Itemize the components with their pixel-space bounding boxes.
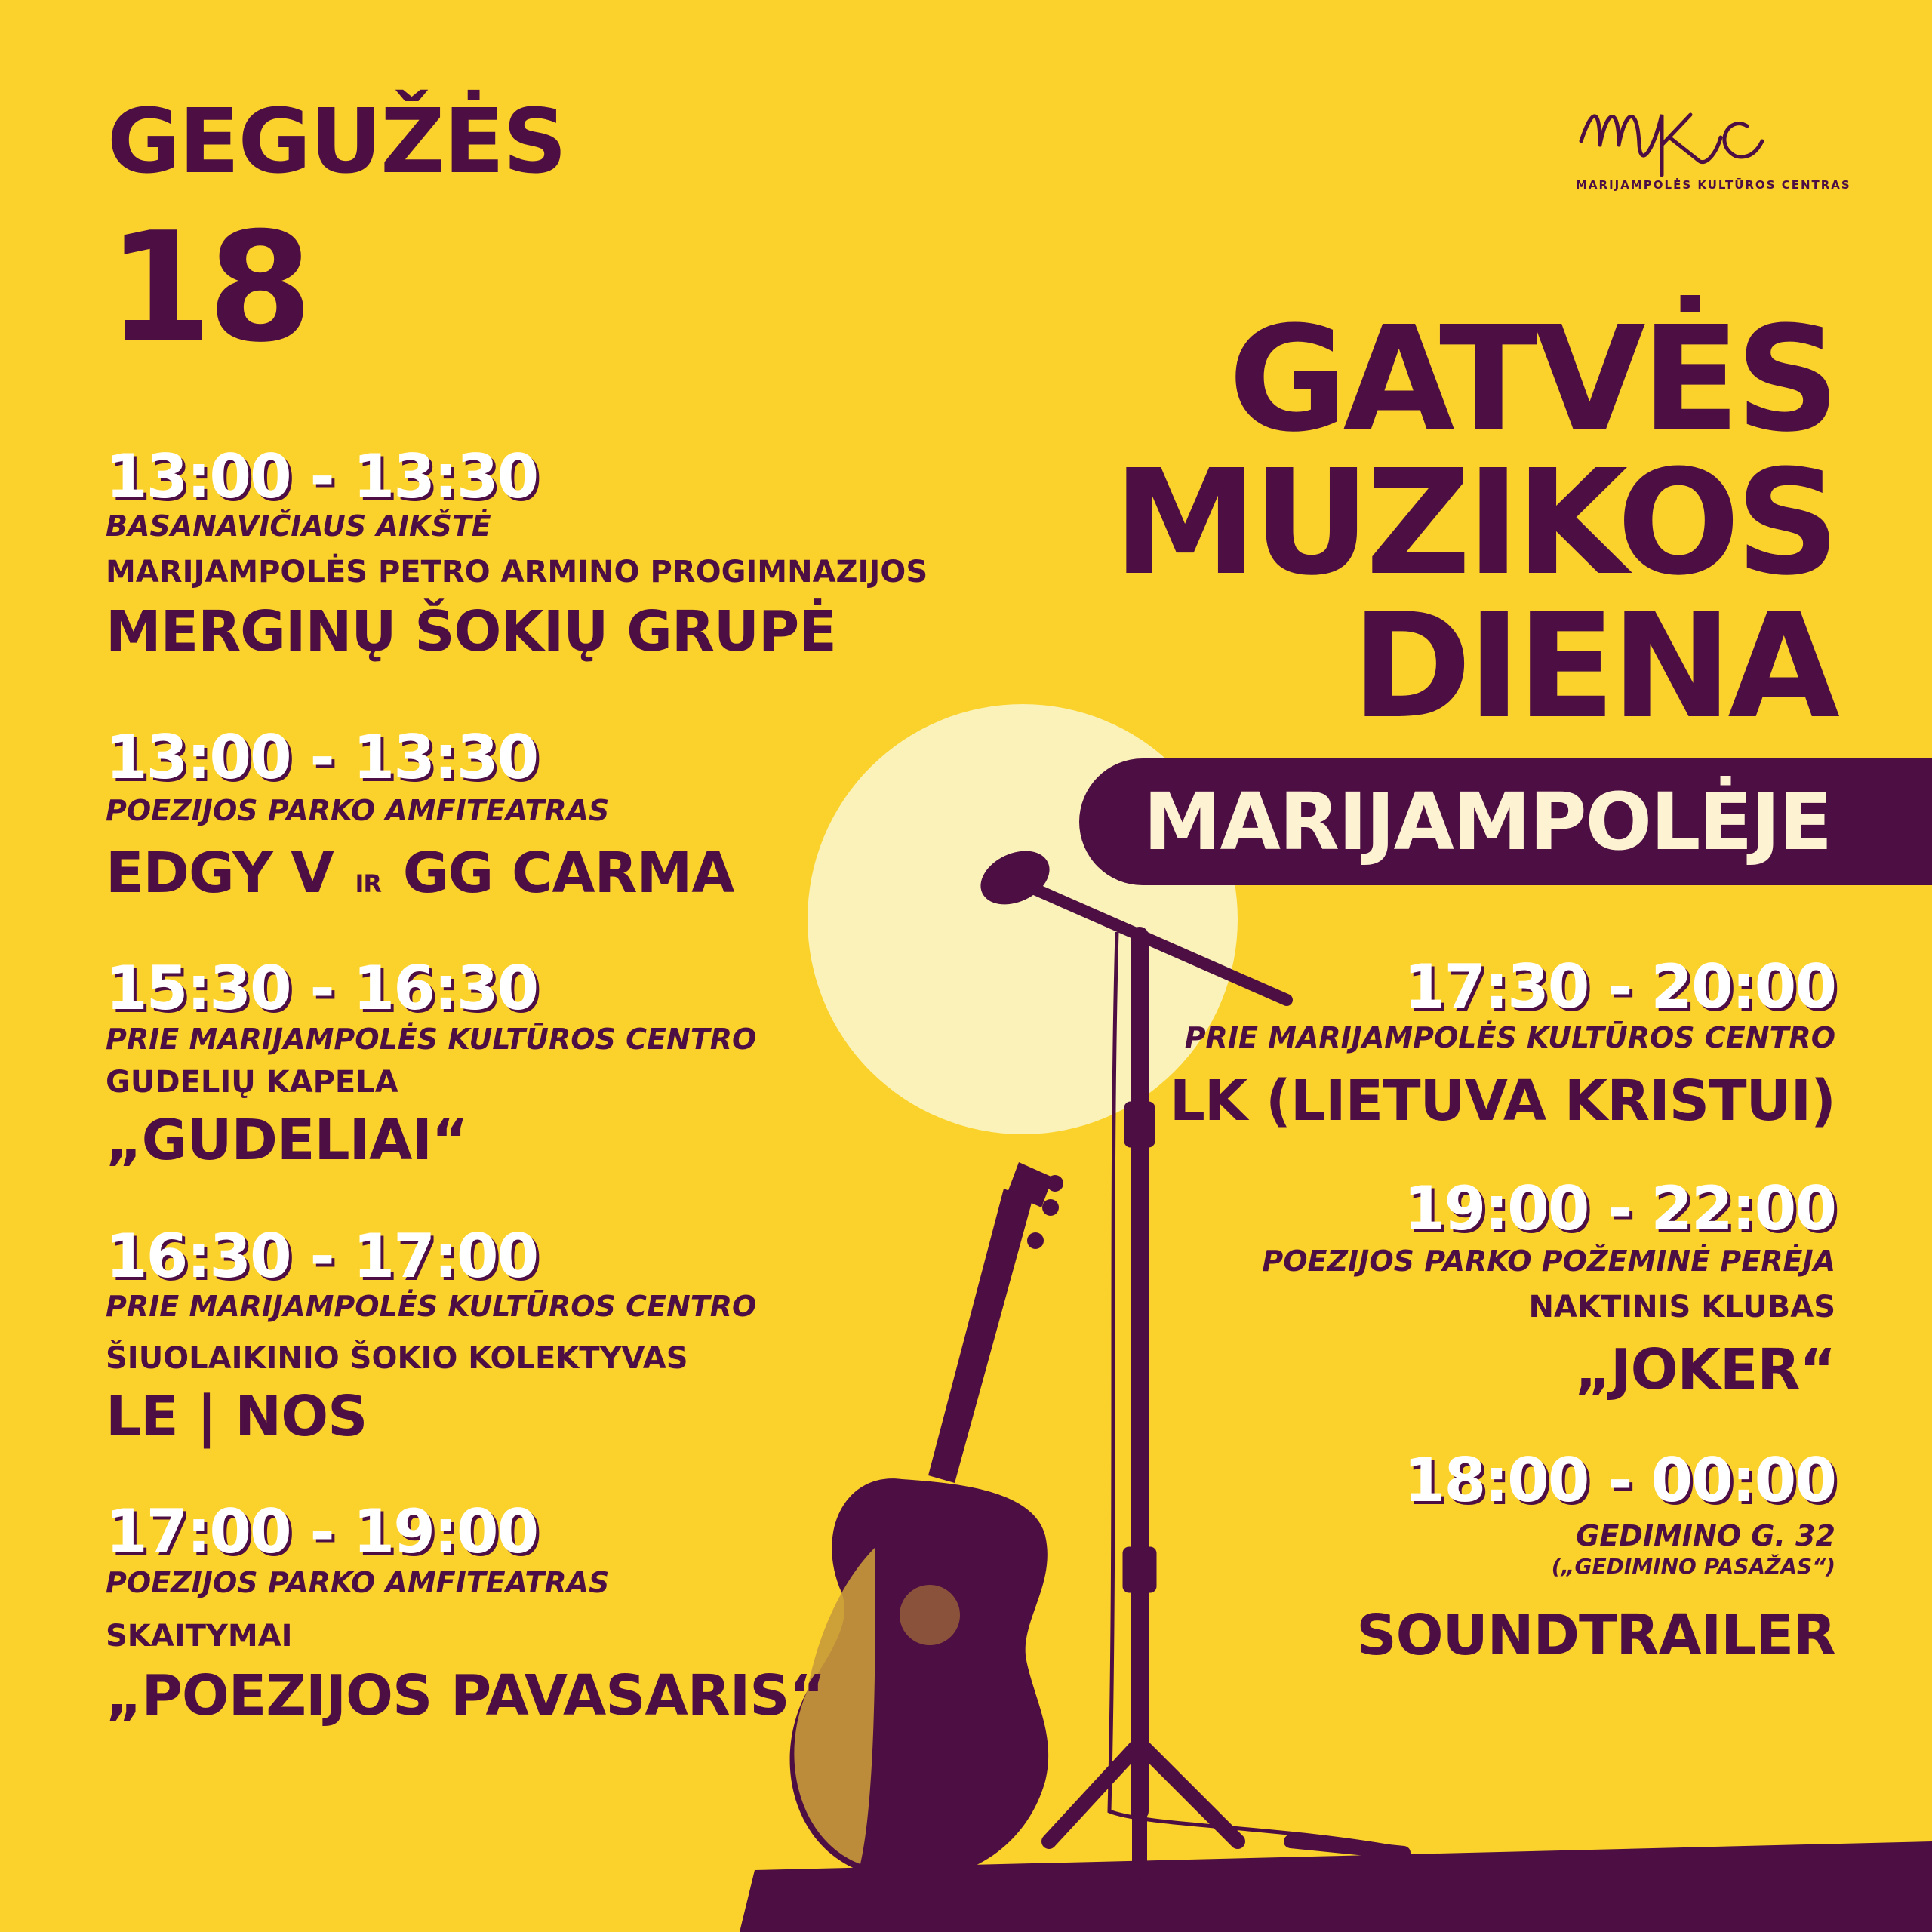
title-line-3: DIENA [1351, 583, 1835, 751]
event-time: 15:30 - 16:30 [106, 953, 538, 1023]
event-venue: PRIE MARIJAMPOLĖS KULTŪROS CENTRO [106, 1023, 757, 1056]
act-join: IR [355, 869, 382, 898]
title-line-2: MUZIKOS [1112, 439, 1835, 608]
event-subtitle: SKAITYMAI [106, 1619, 293, 1654]
location-banner-text: MARIJAMPOLĖJE [1143, 776, 1832, 868]
svg-text:mkc: mkc [1577, 196, 1580, 197]
event-act: „GUDELIAI“ [106, 1108, 468, 1173]
event-time: 18:00 - 00:00 [1403, 1445, 1835, 1515]
date-day: 18 [107, 200, 309, 376]
event-venue: PRIE MARIJAMPOLĖS KULTŪROS CENTRO [1184, 1021, 1835, 1054]
event-venue: POEZIJOS PARKO AMFITEATRAS [106, 1566, 610, 1599]
event-act: „POEZIJOS PAVASARIS“ [106, 1663, 826, 1728]
event-time: 19:00 - 22:00 [1403, 1174, 1835, 1244]
event-venue: POEZIJOS PARKO POŽEMINĖ PERĖJA [1262, 1244, 1835, 1278]
event-venue: PRIE MARIJAMPOLĖS KULTŪROS CENTRO [106, 1290, 757, 1323]
event-subtitle: MARIJAMPOLĖS PETRO ARMINO PROGIMNAZIJOS [106, 555, 928, 589]
title-line-1: GATVĖS [1228, 296, 1835, 464]
event-venue: POEZIJOS PARKO AMFITEATRAS [106, 794, 610, 827]
event-time: 13:00 - 13:30 [106, 441, 538, 512]
event-time: 13:00 - 13:30 [106, 722, 538, 792]
logo-caption: MARIJAMPOLĖS KULTŪROS CENTRAS [1576, 178, 1851, 192]
date-month: GEGUŽĖS [107, 89, 566, 193]
event-act: SOUNDTRAILER [1356, 1603, 1835, 1668]
event-time: 16:30 - 17:00 [106, 1221, 538, 1291]
event-time: 17:00 - 19:00 [106, 1497, 538, 1567]
event-subtitle: NAKTINIS KLUBAS [1528, 1290, 1835, 1324]
event-act: MERGINŲ ŠOKIŲ GRUPĖ [106, 599, 836, 664]
event-time: 17:30 - 20:00 [1403, 952, 1835, 1022]
event-act: LK (LIETUVA KRISTUI) [1169, 1069, 1835, 1134]
event-venue-note: („GEDIMINO PASAŽAS“) [1551, 1554, 1835, 1579]
event-act: LE | NOS [106, 1384, 368, 1449]
event-venue: BASANAVIČIAUS AIKŠTĖ [106, 509, 491, 543]
event-subtitle: ŠIUOLAIKINIO ŠOKIO KOLEKTYVAS [106, 1341, 688, 1376]
act-name-a: EDGY V [106, 841, 334, 906]
act-name-b: GG CARMA [402, 841, 734, 906]
event-act: „JOKER“ [1574, 1337, 1835, 1402]
event-act [106, 841, 734, 906]
event-subtitle: GUDELIŲ KAPELA [106, 1065, 398, 1100]
event-venue: GEDIMINO G. 32 [1576, 1519, 1835, 1552]
